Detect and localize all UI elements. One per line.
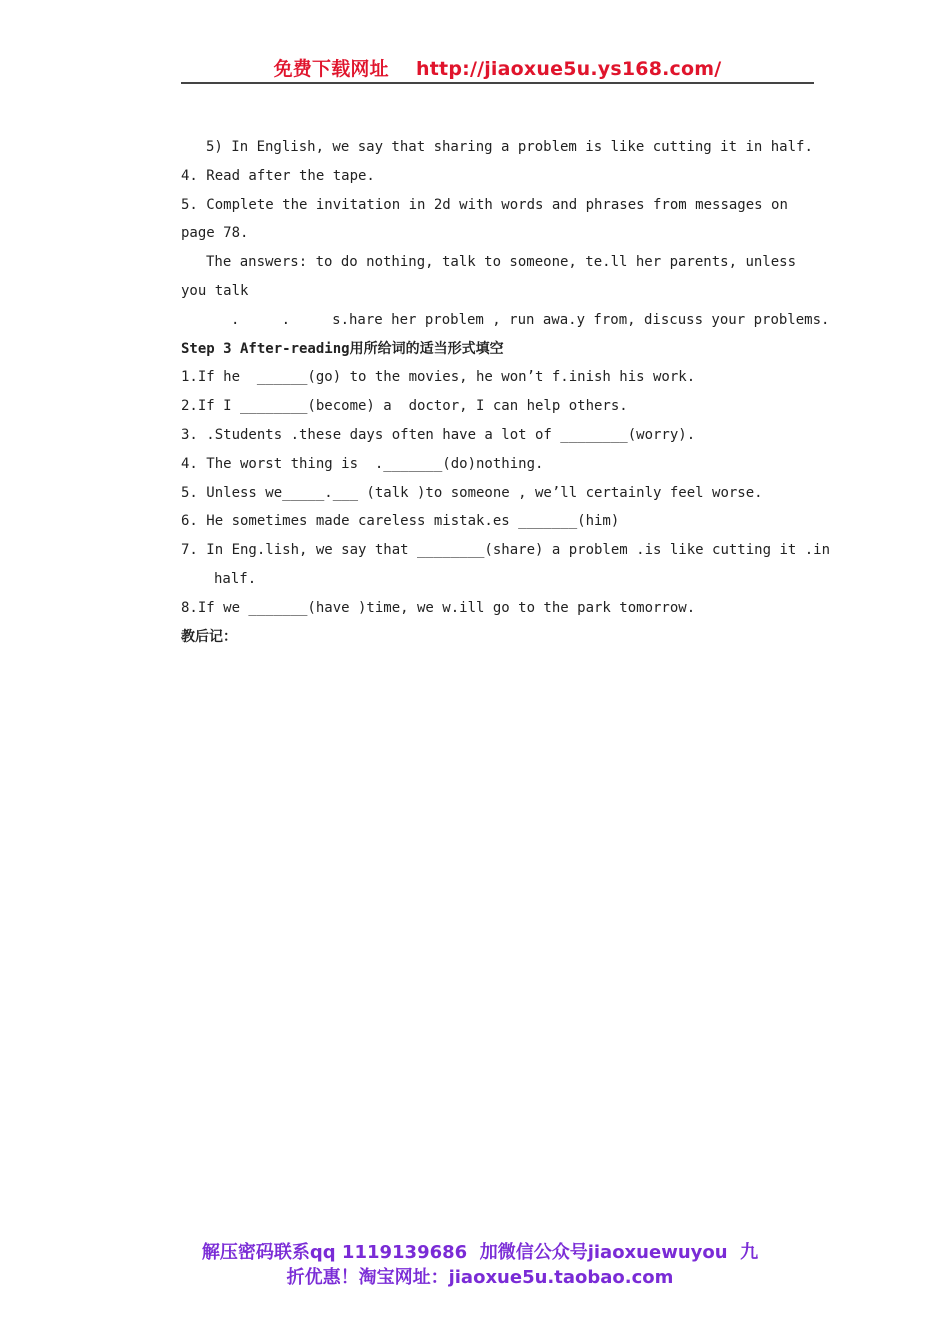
- exercise-item: 5. Unless we_____.___ (talk )to someone , we’ll certainly feel worse.: [181, 484, 763, 501]
- exercise-item: 8.If we _______(have )time, we w.ill go to the park tomorrow.: [181, 599, 696, 616]
- section-heading: Step 3 After-reading用所给词的适当形式填空: [181, 340, 504, 357]
- text-line: 5) In English, we say that sharing a problem is like cutting it in half.: [206, 139, 813, 155]
- exercise-item: 4. The worst thing is ._______(do)nothing.: [181, 455, 544, 472]
- text-line: page 78.: [181, 225, 249, 242]
- exercise-item-continuation: half.: [214, 570, 257, 587]
- exercise-item: 6. He sometimes made careless mistak.es _______(him): [181, 513, 620, 530]
- notes-heading: 教后记：: [181, 628, 237, 645]
- document-body: [181, 133, 831, 651]
- text-line: you talk: [181, 282, 249, 299]
- text-line: 5. Complete the invitation in 2d with words and phrases from messages on: [181, 196, 788, 213]
- header-link-text[interactable]: 免费下载网址 http://jiaoxue5u.ys168.com/: [273, 58, 722, 80]
- exercise-item: 3. .Students .these days often have a lot of ________(worry).: [181, 426, 696, 443]
- exercise-item: 1.If he ______(go) to the movies, he won’t f.inish his work.: [181, 369, 696, 386]
- page-header: [181, 54, 814, 84]
- text-line: 4. Read after the tape.: [181, 167, 375, 184]
- footer-shop-line[interactable]: 折优惠！淘宝网址：jiaoxue5u.taobao.com: [286, 1267, 674, 1288]
- exercise-item: 7. In Eng.lish, we say that ________(share) a problem .is like cutting it .in: [181, 542, 831, 559]
- footer-contact-line: 解压密码联系qq 1119139686 加微信公众号jiaoxuewuyou 九: [201, 1242, 759, 1263]
- page-footer: [160, 1240, 800, 1290]
- text-line: The answers: to do nothing, talk to someone, te.ll her parents, unless: [206, 254, 797, 271]
- text-line: . . s.hare her problem , run awa.y from, discuss your problems.: [231, 311, 830, 328]
- exercise-item: 2.If I ________(become) a doctor, I can help others.: [181, 398, 628, 415]
